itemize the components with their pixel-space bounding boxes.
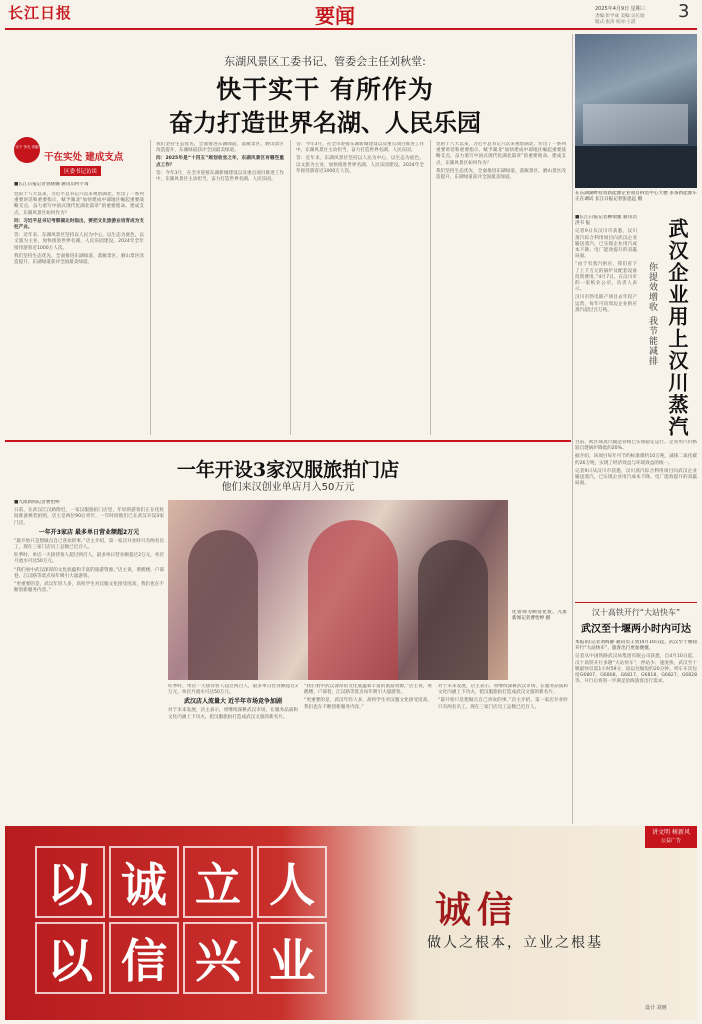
train-body — [575, 640, 697, 820]
side-paragraph: 记者9日从汉川市获悉，汉川蒸汽综合利用项目向武汉企业输送蒸汽，已实现企业用汽成本下降、电厂能效提升的双赢局面。 — [575, 468, 697, 487]
mid-paragraph: 对于未来发展，店主表示，将继续深耕武汉市场，在服务品质和文化内涵上下功夫，把汉服旅拍打造成武汉文旅的新名片。 — [168, 708, 298, 720]
banner-char: 人 — [257, 846, 327, 918]
lead-paragraph: 党的十八大以来，习近平总书记六次来视察湖北，作出了一系列重要讲话和重要指示，赋予湖北“加快建成中部地区崛起重要战略支点，奋力谱写中国式现代化湖北篇章”的重要使命。建成支点，东湖风景区如何作为？ — [436, 142, 566, 166]
train-byline: 本报讯(记者刘海静 通讯员王勇)4月10日起，武汉至十堰间开行“大站快车”，旅客出行更加便捷。 — [575, 640, 697, 652]
lead-paragraph: 答：今年3月，在全市迎接东湖新城建设以及重点项目推进工作中，东湖风景区主动担当，奋力打造世界名湖、人民乐园。 — [156, 170, 284, 183]
series-line: 干在实处 建成支点 — [44, 152, 124, 163]
banner-char: 信 — [109, 922, 179, 994]
mid-col4 — [438, 684, 568, 822]
mid-subhead: 一年开3家店 最多单日营业额超2万元 — [38, 528, 140, 536]
page-number: 3 — [678, 1, 690, 22]
side-paragraph: 汉川市热电联产项目去年投产运营，每年可向周边企业供应蒸汽超过百万吨。 — [575, 295, 637, 313]
mid-col2 — [168, 684, 298, 822]
mid-byline: ■九派新闻记者曹怡婷 — [14, 500, 60, 505]
mid-subtitle: 他们来汉创业单店月入50万元 — [221, 482, 355, 493]
factory-photo-caption: 在东湖湖畔投资新能源企业项目拆装中心大楼 多条新能源车正在调试 长江日报记者张思远 摄 — [575, 191, 697, 203]
factory-photo — [575, 34, 697, 188]
side-feature-body — [575, 215, 637, 435]
train-title: 武汉至十堰两小时内可达 — [581, 624, 691, 635]
mid-paragraph: “更重要的是，武汉年轻人多，高校学生对汉服文化接受度高，我们也在不断创新服务内容。” — [14, 582, 164, 594]
banner-corner-tag — [645, 826, 697, 848]
mid-paragraph: “最开始只是想做点自己喜欢的事。”店主介绍，第一家店开业时只有两名员工，现在三家门店员工总数已近百人。 — [438, 698, 568, 710]
lead-paragraph: 答：近年来，东湖风景区坚持以人民为中心，以生态为底色，以文旅为主业，加快推进世界名湖、人民乐园建设。2024年全年接待游客近1000万人次。 — [296, 156, 424, 174]
proof-credits: 版式:张涛 校对:王湛 — [595, 20, 636, 25]
side-paragraph: “由于有蒸汽供应，我们省下了上千万元的锅炉及配套设备投资费用。”4月7日，在汉川市的一家纸业公司，负责人表示。 — [575, 262, 637, 293]
lead-body-col1 — [14, 192, 144, 432]
banner-char: 兴 — [183, 922, 253, 994]
train-kicker: 汉十高铁开行“大站快车” — [591, 608, 681, 617]
integrity-banner — [5, 826, 697, 1020]
lead-paragraph: 答：近年来，东湖风景区坚持以人民为中心，以生态为底色，以文旅为主业，加快推进世界名湖、人民乐园建设。2024年全年接待游客近1000万人次。 — [14, 233, 144, 251]
banner-slogan: 做人之根本，立业之根基 — [427, 935, 603, 951]
side-paragraph: 据介绍，该项目每年可节约标准煤约10万吨，减排二氧化碳约26万吨，实现了经济效益与环境效益的统一。 — [575, 454, 697, 466]
side-vertical-sub: 你提效增收 我节能减排 — [647, 262, 657, 366]
lead-paragraph: 我们坚持生态优先，全面推进东湖绿道、落雁景区、磨山景区改造提升，东湖绿道获评全国最美绿道。 — [14, 253, 144, 266]
editor-credits: 责编:彭学成 美编:吴长灿 — [595, 14, 645, 19]
lead-kicker: 东湖风景区工委书记、管委会主任刘秋堂: — [224, 55, 426, 68]
corner-tag-sub: 公益广告 — [660, 838, 681, 844]
lead-title-line1: 快干实干 有所作为 — [216, 75, 434, 104]
banner-title: 诚信 — [435, 889, 520, 931]
side-paragraph: 记者9日从汉川市获悉，汉川蒸汽综合利用项目向武汉企业输送蒸汽，已实现企业用汽成本下降、电厂能效提升的双赢局面。 — [575, 229, 637, 260]
lead-question: 问：习近平总书记考察湖北时指出，要把文化旅游业培育成为支柱产业。 — [14, 218, 144, 231]
issue-date: 2025年4月9日 星期三 — [595, 6, 646, 12]
mid-col1 — [14, 500, 164, 822]
side-feature-body-2 — [575, 440, 697, 600]
mid-paragraph: 旺季时，单店一天接待客人超过两百人，最多单日营业额超过2万元，单店月流水可达50万元。 — [14, 553, 164, 565]
mid-paragraph: 对于未来发展，店主表示，将继续深耕武汉市场，在服务品质和文化内涵上下功夫，把汉服旅拍打造成武汉文旅的新名片。 — [438, 684, 568, 696]
lead-byline: ■长江日报记者曾晓璐 通讯员何宇琦 — [14, 182, 89, 187]
lead-question: 问：2025年是“十四五”规划收官之年，东湖风景区有哪些重点工作？ — [156, 156, 284, 168]
hanfu-photo — [168, 500, 508, 680]
banner-char: 业 — [257, 922, 327, 994]
train-paragraph: 记者从中国铁路武汉局集团有限公司获悉，自4月10日起，汉十高铁开行多趟“大站快车”，停站少、速度快，武汉至十堰最快仅需1小时59分，较以往缩短约20分钟。列车车次包括G6807、G6808、G6817、G6818、G6827、G6828等，开行后将进一步满足沿线旅客出行需求。 — [575, 654, 697, 685]
mid-paragraph: 日前，在武汉江汉路附近，一家汉服旅拍门店里，年轻的游客们正在化妆间准备换装拍照。店主是两位90后青年，一年时间他们已在武汉开设3家门店。 — [14, 508, 164, 526]
side-paragraph: 目前，跨区域蒸汽输送管线已实现稳定运行。企业用汽价格较自建锅炉降低约20%。 — [575, 440, 697, 452]
mid-paragraph: “我们看中武汉深厚的文化底蕴和丰富的旅游资源。”店主说，黄鹤楼、户部巷、江汉路等景点每年吸引大量游客。 — [304, 684, 432, 696]
banner-char: 立 — [183, 846, 253, 918]
badge-text: 实干 争先 奔跑 — [15, 145, 39, 149]
mid-subhead-2: 武汉店人流量大 近半年市场竞争加剧 — [183, 698, 283, 706]
section-title: 要闻 — [315, 4, 355, 28]
mid-paragraph: 旺季时，单店一天接待客人超过两百人，最多单日营业额超过2万元，单店月流水可达50万元。 — [168, 684, 298, 696]
side-vertical-headline: 武汉企业用上汉川蒸汽 — [665, 218, 689, 438]
lead-body-col4 — [436, 142, 566, 432]
mid-rule — [5, 440, 571, 442]
banner-designer: 设计 刘画 — [645, 1005, 667, 1011]
mid-col3 — [304, 684, 432, 822]
lead-body-col2 — [156, 142, 284, 432]
masthead-rule — [5, 28, 697, 30]
lead-paragraph: 党的十八大以来，习近平总书记六次来视察湖北，作出了一系列重要讲话和重要指示，赋予湖北“加快建成中部地区崛起重要战略支点，奋力谱写中国式现代化湖北篇章”的重要使命。建成支点，东湖风景区如何作为？ — [14, 192, 144, 216]
banner-char: 以 — [35, 922, 105, 994]
series-badge — [14, 137, 40, 163]
corner-tag-main: 讲文明 树新风 — [652, 829, 690, 836]
banner-char: 诚 — [109, 846, 179, 918]
banner-char: 以 — [35, 846, 105, 918]
mid-paragraph: “最开始只是想做点自己喜欢的事。”店主介绍，第一家店开业时只有两名员工，现在三家门店员工总数已近百人。 — [14, 538, 164, 551]
hanfu-photo-caption: 化妆师为顾客化妆。九派新闻记者曹怡婷 摄 — [512, 610, 567, 622]
mid-title: 一年开设3家汉服旅拍门店 — [176, 459, 400, 481]
side-byline: ■长江日报记者柳瑞媛 通讯员洪韦 报 — [575, 215, 637, 227]
mid-paragraph: “我们看中武汉深厚的文化底蕴和丰富的旅游资源。”店主说，黄鹤楼、户部巷、江汉路等景点每年吸引大量游客。 — [14, 567, 164, 579]
newspaper-logo: 长江日报 — [8, 4, 73, 22]
lead-body-col3 — [296, 142, 424, 432]
lead-paragraph: 答：今年3月，在全市迎接东湖新城建设以及重点项目推进工作中，东湖风景区主动担当，奋力打造世界名湖、人民乐园。 — [296, 142, 424, 154]
mid-paragraph: “更重要的是，武汉年轻人多，高校学生对汉服文化接受度高，我们也在不断创新服务内容。” — [304, 698, 432, 710]
series-sub: 区委书记访谈 — [60, 166, 101, 176]
lead-title-line2: 奋力打造世界名湖、人民乐园 — [169, 108, 481, 137]
lead-paragraph: 我们坚持生态优先，全面推进东湖绿道、落雁景区、磨山景区改造提升，东湖绿道获评全国最美绿道。 — [436, 168, 566, 181]
lead-paragraph: 我们坚持生态优先，全面推进东湖绿道、落雁景区、磨山景区改造提升，东湖绿道获评全国最美绿道。 — [156, 142, 284, 154]
